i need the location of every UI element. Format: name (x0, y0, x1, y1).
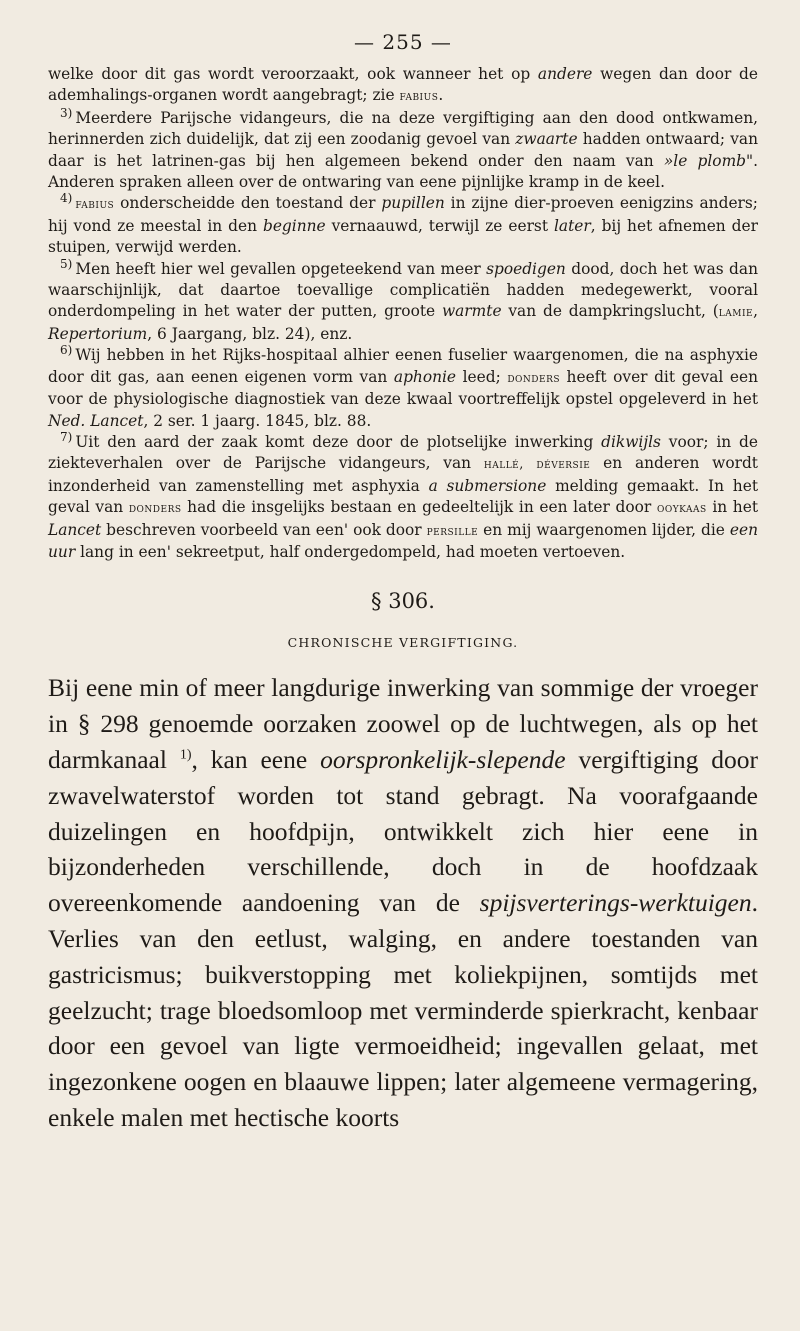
section-number: § 306. (371, 589, 435, 614)
footnote-3: $^{3)}$ Meerdere Parijsche vidangeurs, die na deze vergiftiging aan den dood ontkwamen, herinnerden zich duidelijk, dat zij een zoodanig gevoel van zwaarte hadden ontwaard; van daar is het latrinen-gas bij hen algemeen bekend onder den naam van »le plomb". Anderen spraken alleen over de ontwaring van eene pijnlijke kramp in de keel. (48, 105, 758, 192)
page-number: — 255 — (354, 30, 452, 54)
footnote-7: $^{7)}$ Uit den aard der zaak komt deze door de plotselijke inwerking dikwijls voor; in de ziekteverhalen over de Parijsche vidangeurs, van hallé, déversie en anderen wordt inzonderheid van zamenstelling met asphyxia a submersione melding gemaakt. In het geval van donders had die insgelijks bestaan en gedeeltelijk in een later door ooykaas in het Lancet beschreven voorbeeld van een' ook door persille en mij waargenomen lijder, die een uur lang in een' sekreetput, half ondergedompeld, had moeten vertoeven. (48, 429, 759, 561)
footnote-5: $^{5)}$ Men heeft hier wel gevallen opgeteekend van meer spoedigen dood, doch het was dan waarschijnlijk, dat daartoe toevallige complicatiën hadden medegewerkt, vooral onderdompeling in het water der putten, groote warmte van de dampkringslucht, (lamie, Repertorium, 6 Jaargang, blz. 24), enz. (48, 256, 758, 343)
footnote-continuation: welke door dit gas wordt veroorzaakt, ook wanneer het op andere wegen dan door de ademhalings-organen wordt aangebragt; zie fabius. (48, 65, 758, 105)
footnote-4: $^{4)}$ fabius onderscheidde den toestand der pupillen in zijne dier-proeven eenigzins anders; hij vond ze meestal in den beginne vernaauwd, terwijl ze eerst later, bij het afnemen der stuipen, verwijd werden. (48, 191, 758, 257)
footnote-6: $^{6)}$ Wij hebben in het Rijks-hospitaal alhier eenen fuselier waargenomen, die na asphyxie door dit gas, aan eenen eigenen vorm van aphonie leed; donders heeft over dit geval een voor de physiologische diagnostiek van deze kwaal voortreffelijk opstel opgeleverd in het Ned. Lancet, 2 ser. 1 jaarg. 1845, blz. 88. (48, 343, 758, 430)
section-title: CHRONISCHE VERGIFTIGING. (287, 635, 519, 651)
footnotes (48, 64, 758, 563)
body-paragraph: Bij eene min of meer langdurige inwerking van sommige der vroeger in § 298 genoemde oorzaken zoowel op de luchtwegen, als op het darmkanaal $^{1)}$, kan eene oorspronkelijk-slepende vergiftiging door zwavelwaterstof worden tot stand gebragt. Na voorafgaande duizelingen en hoofdpijn, ontwikkelt zich hier eene in bijzonderheden verschillende, doch in de hoofdzaak overeenkomende aandoening van de spijsverterings-werktuigen. Verlies van den eetlust, walging, en andere toestanden van gastricismus; buikverstopping met koliekpijnen, somtijds met geelzucht; trage bloedsomloop met verminderde spierkracht, kenbaar door een gevoel van ligte vermoeidheid; ingevallen gelaat, met ingezonkene oogen en blaauwe lippen; later algemeene vermagering, enkele malen met hectische koorts (48, 673, 759, 1132)
footnote-ref: 1) (179, 747, 192, 763)
